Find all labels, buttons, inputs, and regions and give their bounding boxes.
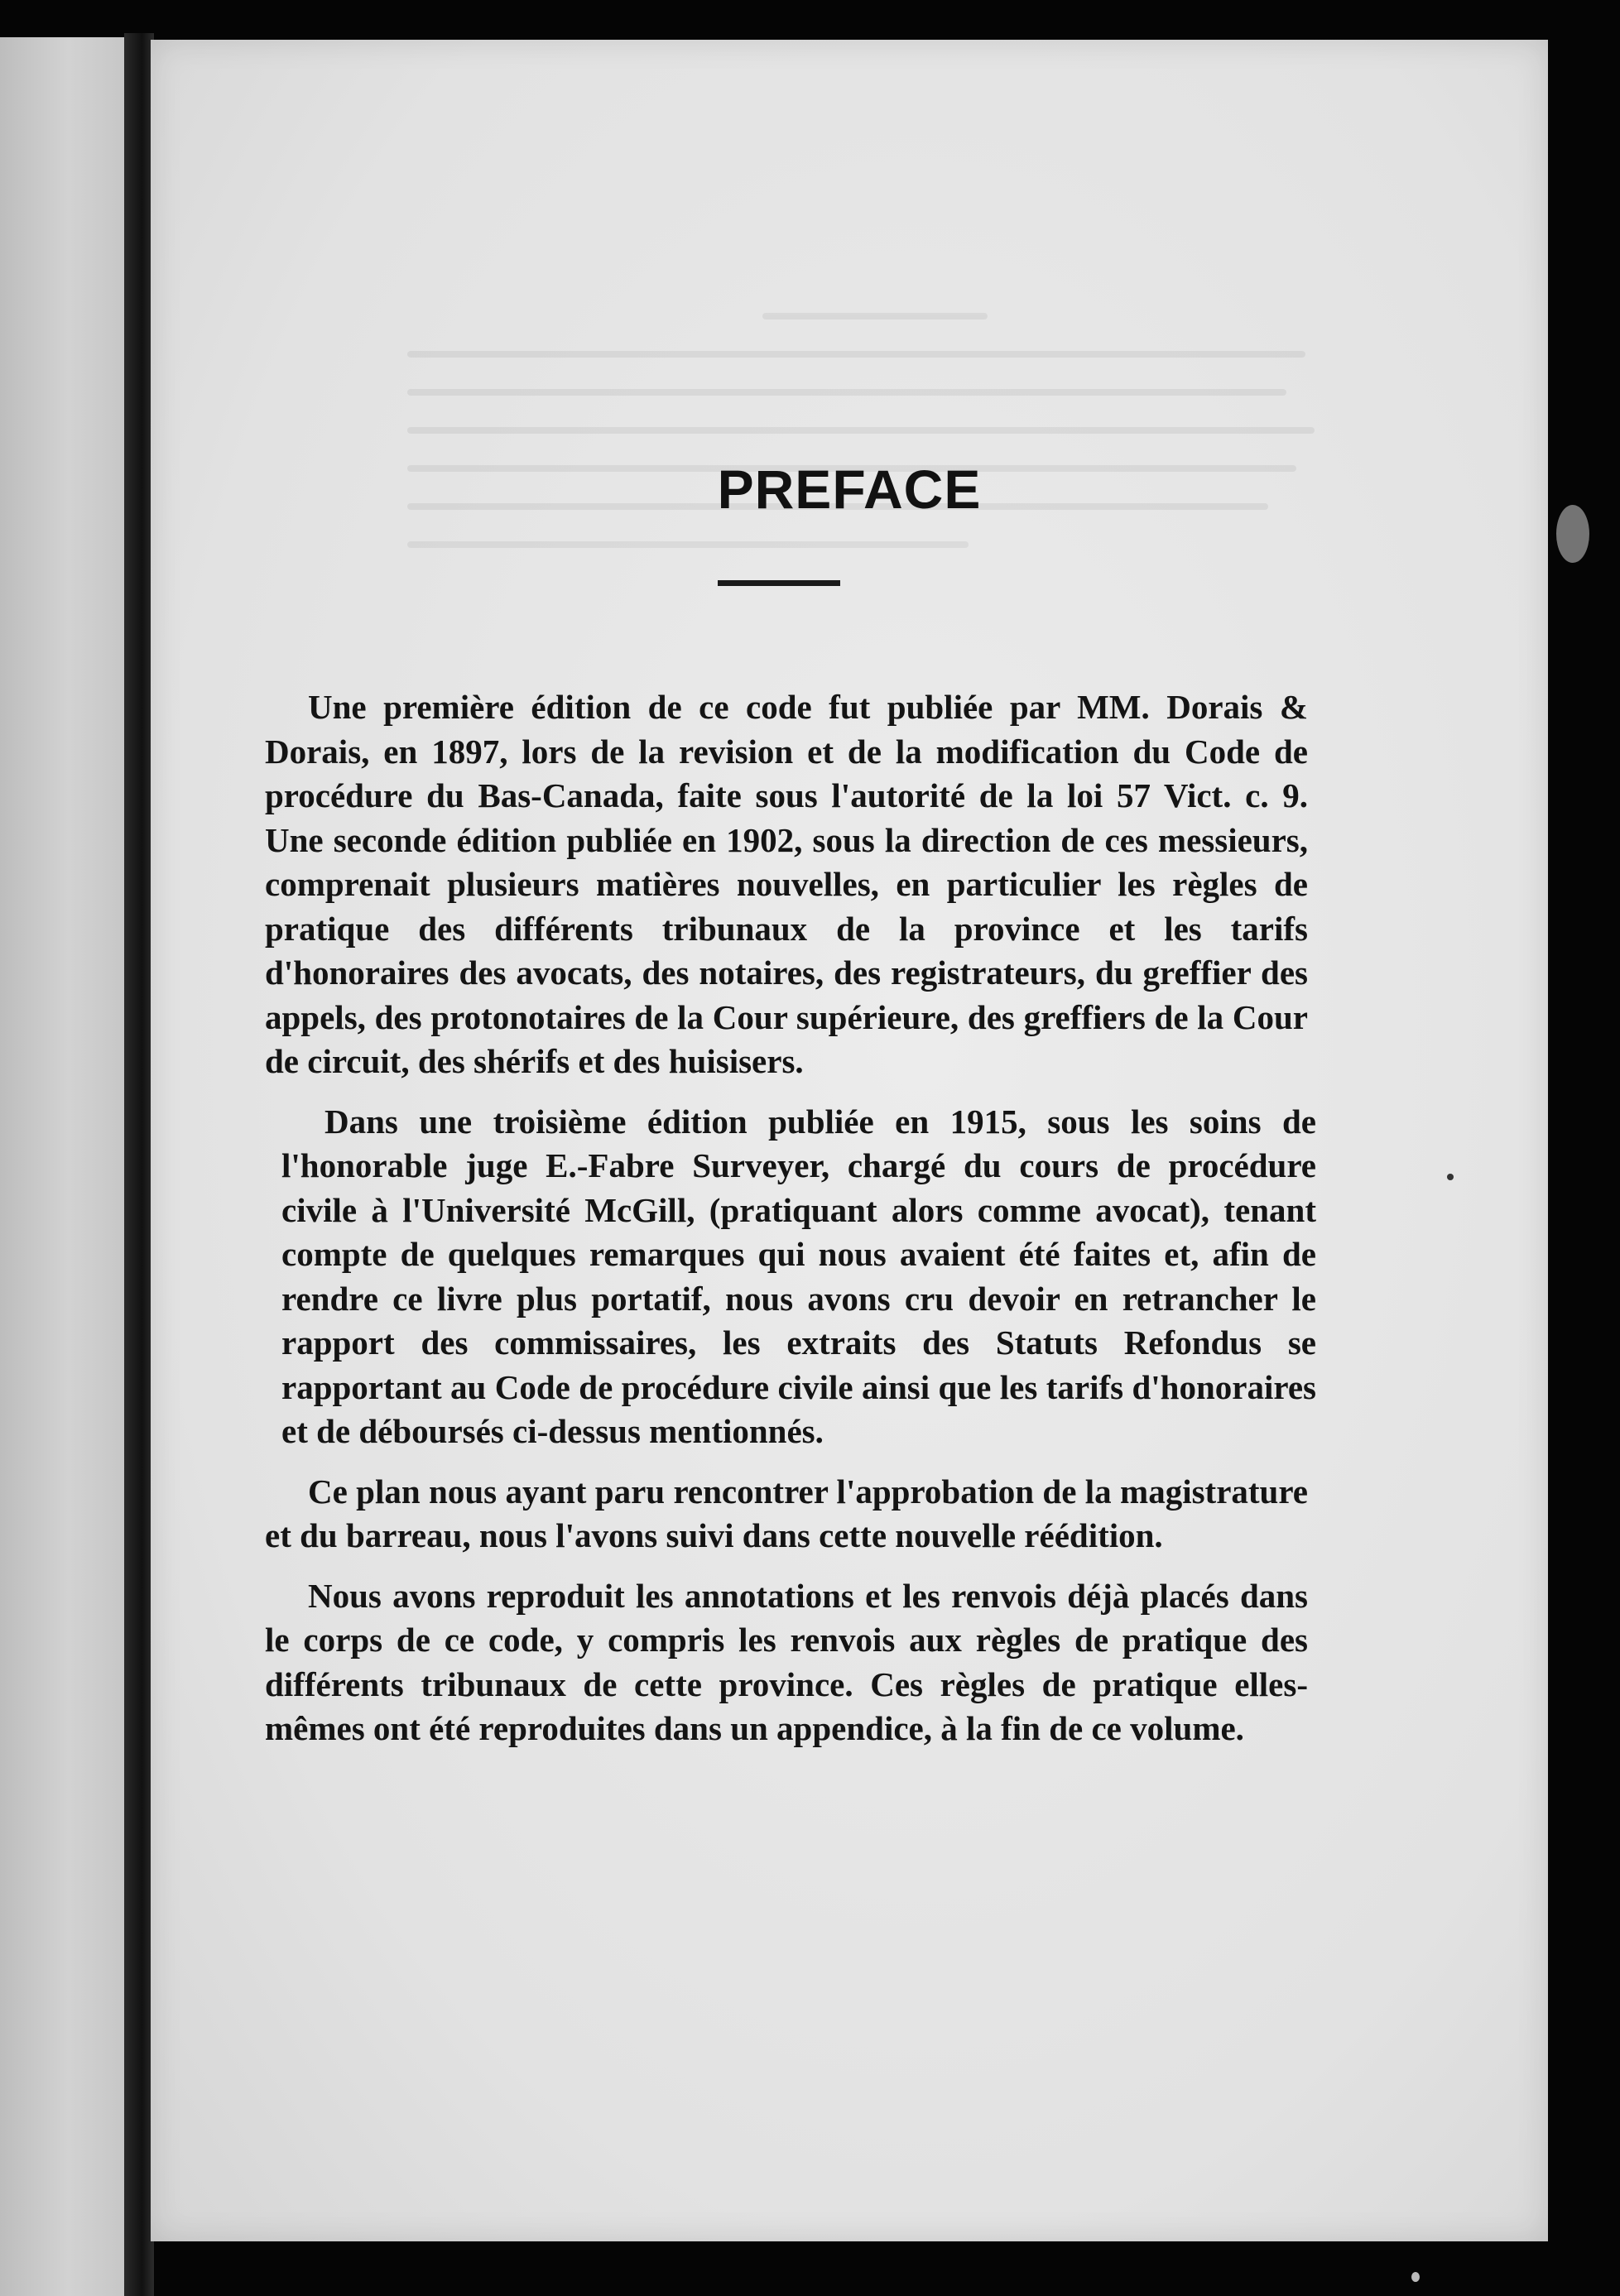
paragraph-3: Ce plan nous ayant paru rencontrer l'approbation de la magistrature et du barreau, nous l'avons suivi dans cette nouvelle réédition.	[265, 1472, 1308, 1554]
paragraph-4: Nous avons reproduit les annotations et les renvois déjà placés dans le corps de ce code, y compris les renvois aux règles de pratique des différents tribunaux de cette province. Ces règles de pratique elles-mêmes ont été reproduites dans un appendice, à la fin de ce volume.	[265, 1576, 1308, 1747]
page-title: PREFACE	[717, 459, 982, 520]
scan-speck	[1411, 2272, 1420, 2282]
facing-page-edge	[0, 37, 124, 2296]
preface-body	[265, 685, 1440, 1767]
scan-speck	[1556, 505, 1589, 563]
paragraph-2: Dans une troisième édition publiée en 1915, sous les soins de l'honorable juge E.-Fabre Surveyer, chargé du cours de procédure civile à l'Université McGill, (pratiquant alors comme avocat), tenant compte de quelques remarques qui nous avaient été faites et, afin de rendre ce livre plus portatif, nous avons cru devoir en retrancher le rapport des commissaires, les extraits des Statuts Refondus se rapportant au Code de procédure civile ainsi que les tarifs d'honoraires et de déboursés ci-dessus mentionnés.	[281, 1102, 1316, 1450]
scan-speck	[1447, 1174, 1454, 1180]
title-rule	[718, 580, 840, 586]
book-binding	[124, 33, 154, 2296]
book-page	[151, 40, 1548, 2241]
paragraph-1: Une première édition de ce code fut publiée par MM. Dorais & Dorais, en 1897, lors de la revision et de la modification du Code de procédure du Bas-Canada, faite sous l'autorité de la loi 57 Vict. c. 9. Une seconde édition publiée en 1902, sous la direction de ces messieurs, comprenait plusieurs matières nouvelles, en particulier les règles de pratique des différents tribunaux de la province et les tarifs d'honoraires des avocats, des notaires, des registrateurs, du greffier des appels, des protonotaires de la Cour supérieure, des greffiers de la Cour de circuit, des shérifs et des huisisers.	[265, 688, 1308, 1080]
